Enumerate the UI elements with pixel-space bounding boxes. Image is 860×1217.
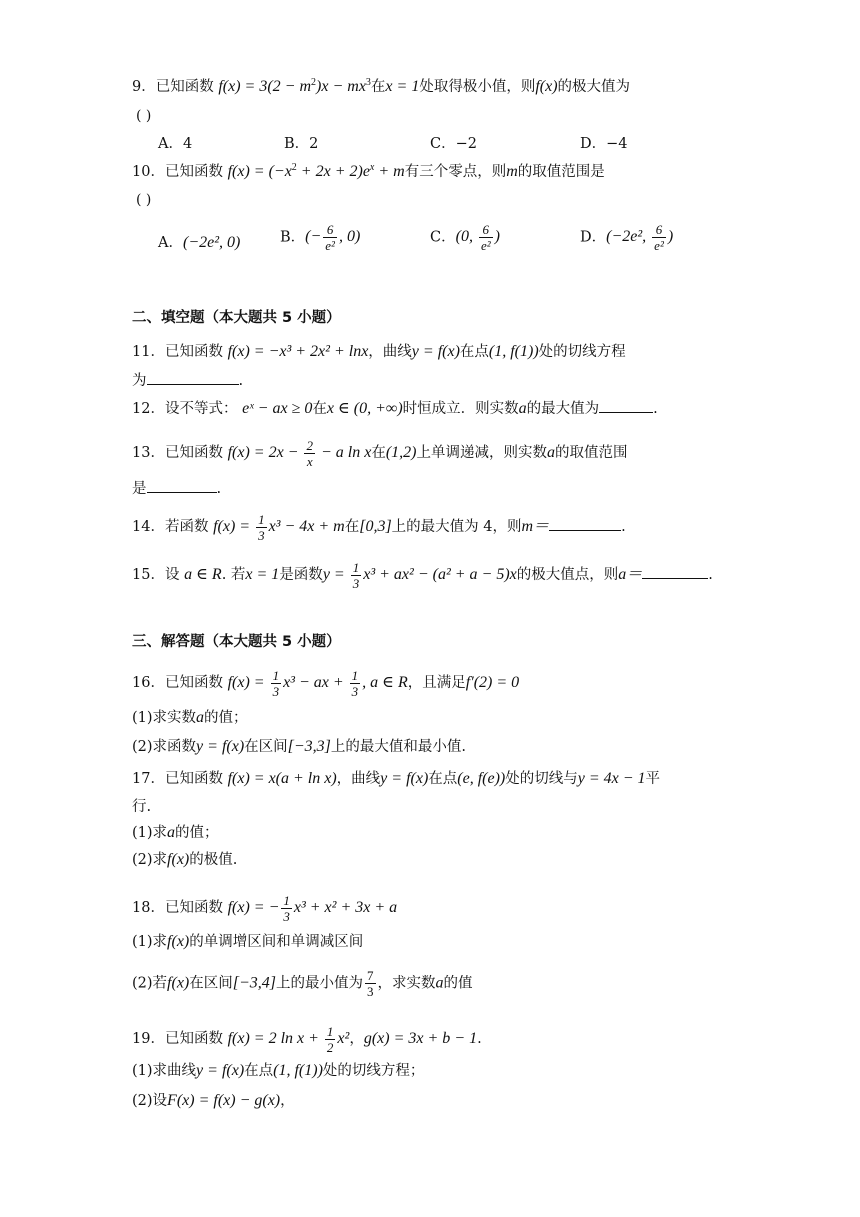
function-ref: f(x) — [535, 78, 558, 95]
curve-formula: y = f(x) — [380, 770, 429, 787]
answer-blank[interactable] — [599, 398, 653, 413]
function-formula: $f(x) = 3(2 - m^2)x - mx^3$ — [218, 77, 371, 95]
question-13-cont: 是 . — [132, 478, 221, 500]
question-11 — [132, 341, 626, 363]
question-number: 13． — [132, 445, 165, 462]
question-text: 已知函数 — [164, 445, 223, 462]
point-formula: (1, f(1)) — [488, 343, 539, 360]
variable-a: a＝ — [618, 566, 643, 584]
question-18-part-1: (1)求f(x)的单调增区间和单调减区间 — [132, 933, 364, 950]
question-text: 的取值范围是 — [517, 164, 605, 180]
question-text: 已知函数 — [164, 675, 223, 692]
question-19-part-2: (2)设F(x) = f(x) − g(x)， — [132, 1092, 295, 1109]
question-17-cont: 行. — [132, 799, 152, 815]
question-text: 在 — [370, 79, 386, 95]
question-text: 上单调递减，则实数 — [416, 445, 547, 462]
question-text: 处的切线与 — [505, 771, 578, 787]
section-heading-fill-in: 二、填空题（本大题共 5 小题） — [132, 310, 341, 326]
question-17 — [132, 768, 660, 790]
question-text: ，曲线 — [368, 344, 412, 360]
interval-formula: (1,2) — [385, 444, 417, 462]
answer-blank[interactable] — [147, 370, 239, 385]
question-text: 处的切线方程 — [538, 344, 626, 360]
question-text: 设 — [164, 567, 180, 584]
function-formula: f(x) = 2x − $\frac{2}{x}$ − a ln x — [227, 438, 372, 469]
question-19 — [132, 1024, 482, 1055]
answer-blank[interactable] — [147, 478, 217, 493]
question-text: 已知函数 — [155, 79, 214, 95]
question-19-part-1: (1)求曲线y = f(x)在点(1, f(1))处的切线方程； — [132, 1062, 425, 1079]
question-text: 在 — [371, 445, 386, 462]
condition-formula: f′(2) = 0 — [465, 674, 520, 692]
question-number: 12． — [132, 401, 165, 417]
question-text: 在点 — [459, 344, 489, 360]
question-text: . — [477, 1031, 482, 1048]
question-18-part-2: (2)若f(x)在区间[−3,4]上的最小值为 $\frac{7}{3}$ ，求实数a的值 — [132, 968, 473, 999]
question-number: 19． — [132, 1031, 165, 1048]
question-text: ， — [349, 1031, 364, 1048]
function-formula: f(x) = $\frac{1}{3}$ x³ − ax + $\frac{1}{3}$ , a ∈ R — [227, 668, 408, 699]
option-d: D．(−2e², $\frac{6}{\text{e²}}$ ) — [580, 222, 674, 253]
interval-formula: [0,3] — [359, 518, 392, 536]
question-text: 已知函数 — [164, 1031, 223, 1048]
question-text: 已知函数 — [164, 344, 223, 360]
function-g-formula: g(x) = 3x + b − 1 — [363, 1030, 478, 1048]
question-11-cont: 为 . — [132, 370, 243, 392]
answer-blank[interactable] — [549, 516, 621, 531]
question-text: 若函数 — [164, 519, 209, 536]
function-formula: f(x) = 2 ln x + $\frac{1}{2}$ x² — [227, 1024, 350, 1055]
question-text: ，曲线 — [336, 771, 381, 787]
variable-m: m＝ — [521, 518, 550, 536]
question-text: 已知函数 — [164, 771, 223, 787]
option-b: B．2 — [284, 136, 319, 152]
set-formula: a ∈ R — [184, 566, 222, 584]
question-10 — [132, 161, 605, 183]
option-value: (− $\frac{6}{\text{e²}}$ , 0) — [305, 222, 361, 253]
condition-formula: x = 1 — [385, 78, 420, 95]
domain-formula: x ∈ (0, +∞) — [326, 400, 403, 417]
question-text: 处取得极小值，则 — [419, 79, 536, 95]
question-15: 15．设 a ∈ R. 若x = 1是函数y = $\frac{1}{3}$ x³ + ax² − (a² + a − 5)x的极大值点，则a＝ . — [132, 560, 713, 591]
question-text: 在 — [312, 401, 327, 417]
inequality-formula: eˣ − ax ≥ 0 — [242, 400, 313, 417]
question-9 — [132, 76, 630, 98]
function-formula: y = $\frac{1}{3}$ x³ + ax² − (a² + a − 5)x — [322, 560, 517, 591]
variable-m: m — [506, 163, 518, 180]
function-formula: f(x) = − $\frac{1}{3}$ x³ + x² + 3x + a — [227, 893, 398, 924]
question-text: 在点 — [428, 771, 458, 787]
line-formula: y = 4x − 1 — [577, 770, 646, 787]
option-value: (−2e², 0) — [182, 234, 241, 251]
question-12: 12．设不等式： eˣ − ax ≥ 0在x ∈ (0, +∞)时恒成立．则实数a的最大值为 . — [132, 400, 658, 417]
variable-a: a — [546, 444, 555, 462]
option-d: D．−4 — [580, 136, 628, 152]
option-value: (−2e², $\frac{6}{\text{e²}}$ ) — [606, 222, 674, 253]
question-number: 18． — [132, 900, 165, 917]
question-text: ，且满足 — [407, 675, 466, 692]
question-text: 时恒成立．则实数 — [402, 401, 519, 417]
option-c: C．−2 — [430, 136, 477, 152]
answer-parentheses: ( ) — [136, 192, 152, 208]
question-text: . 若 — [221, 567, 246, 584]
option-a: A．(−2e², 0) — [158, 234, 241, 251]
question-number: 14． — [132, 519, 165, 536]
question-text: 有三个零点，则 — [404, 164, 507, 180]
question-number: 10． — [132, 164, 165, 180]
option-a: A．4 — [158, 136, 193, 152]
function-formula: f(x) = x(a + ln x) — [227, 770, 337, 787]
question-text: 设不等式： — [164, 401, 238, 417]
question-14: 14．若函数 f(x) = $\frac{1}{3}$ x³ − 4x + m在[0,3]上的最大值为 4，则m＝ . — [132, 512, 626, 543]
question-number: 11． — [132, 344, 165, 360]
function-formula: f(x) = $\frac{1}{3}$ x³ − 4x + m — [213, 512, 345, 543]
option-value: (0, $\frac{6}{\text{e²}}$ ) — [455, 222, 500, 253]
point-formula: (e, f(e)) — [457, 770, 506, 787]
question-17-part-2: (2)求f(x)的极值. — [132, 851, 238, 868]
question-text: 的最大值为 — [526, 401, 600, 417]
question-text: 的极大值点，则 — [516, 567, 619, 584]
question-16-part-1: (1)求实数a的值； — [132, 709, 248, 726]
answer-blank[interactable] — [642, 564, 708, 579]
question-13 — [132, 438, 627, 469]
variable-a: a — [518, 400, 527, 417]
question-text: 已知函数 — [164, 900, 223, 917]
option-c: C．(0, $\frac{6}{\text{e²}}$ ) — [430, 222, 500, 253]
question-text: 在 — [344, 519, 360, 536]
question-16-part-2: (2)求函数y = f(x)在区间[−3,3]上的最大值和最小值. — [132, 738, 467, 755]
question-text: 的极大值为 — [557, 79, 631, 95]
condition-formula: x = 1 — [245, 566, 280, 584]
question-16 — [132, 668, 519, 699]
function-formula: f(x) = −x³ + 2x² + lnx — [227, 343, 369, 360]
question-number: 17． — [132, 771, 165, 787]
question-number: 15． — [132, 567, 165, 584]
option-b: B．(− $\frac{6}{\text{e²}}$ , 0) — [280, 222, 361, 253]
question-text: 上的最大值为 4，则 — [391, 519, 522, 536]
question-17-part-1: (1)求a的值； — [132, 824, 219, 841]
question-text: 平 — [645, 771, 661, 787]
function-formula: $f(x) = (-x^2 + 2x + 2)e^x + m$ — [227, 162, 405, 180]
question-18 — [132, 893, 397, 924]
question-text: 是函数 — [279, 567, 323, 584]
answer-parentheses: ( ) — [136, 108, 152, 124]
question-text: 的取值范围 — [554, 445, 628, 462]
question-number: 16． — [132, 675, 165, 692]
question-number: 9． — [132, 79, 156, 95]
question-text: 已知函数 — [164, 164, 223, 180]
curve-formula: y = f(x) — [411, 343, 460, 360]
section-heading-solutions: 三、解答题（本大题共 5 小题） — [132, 634, 341, 650]
